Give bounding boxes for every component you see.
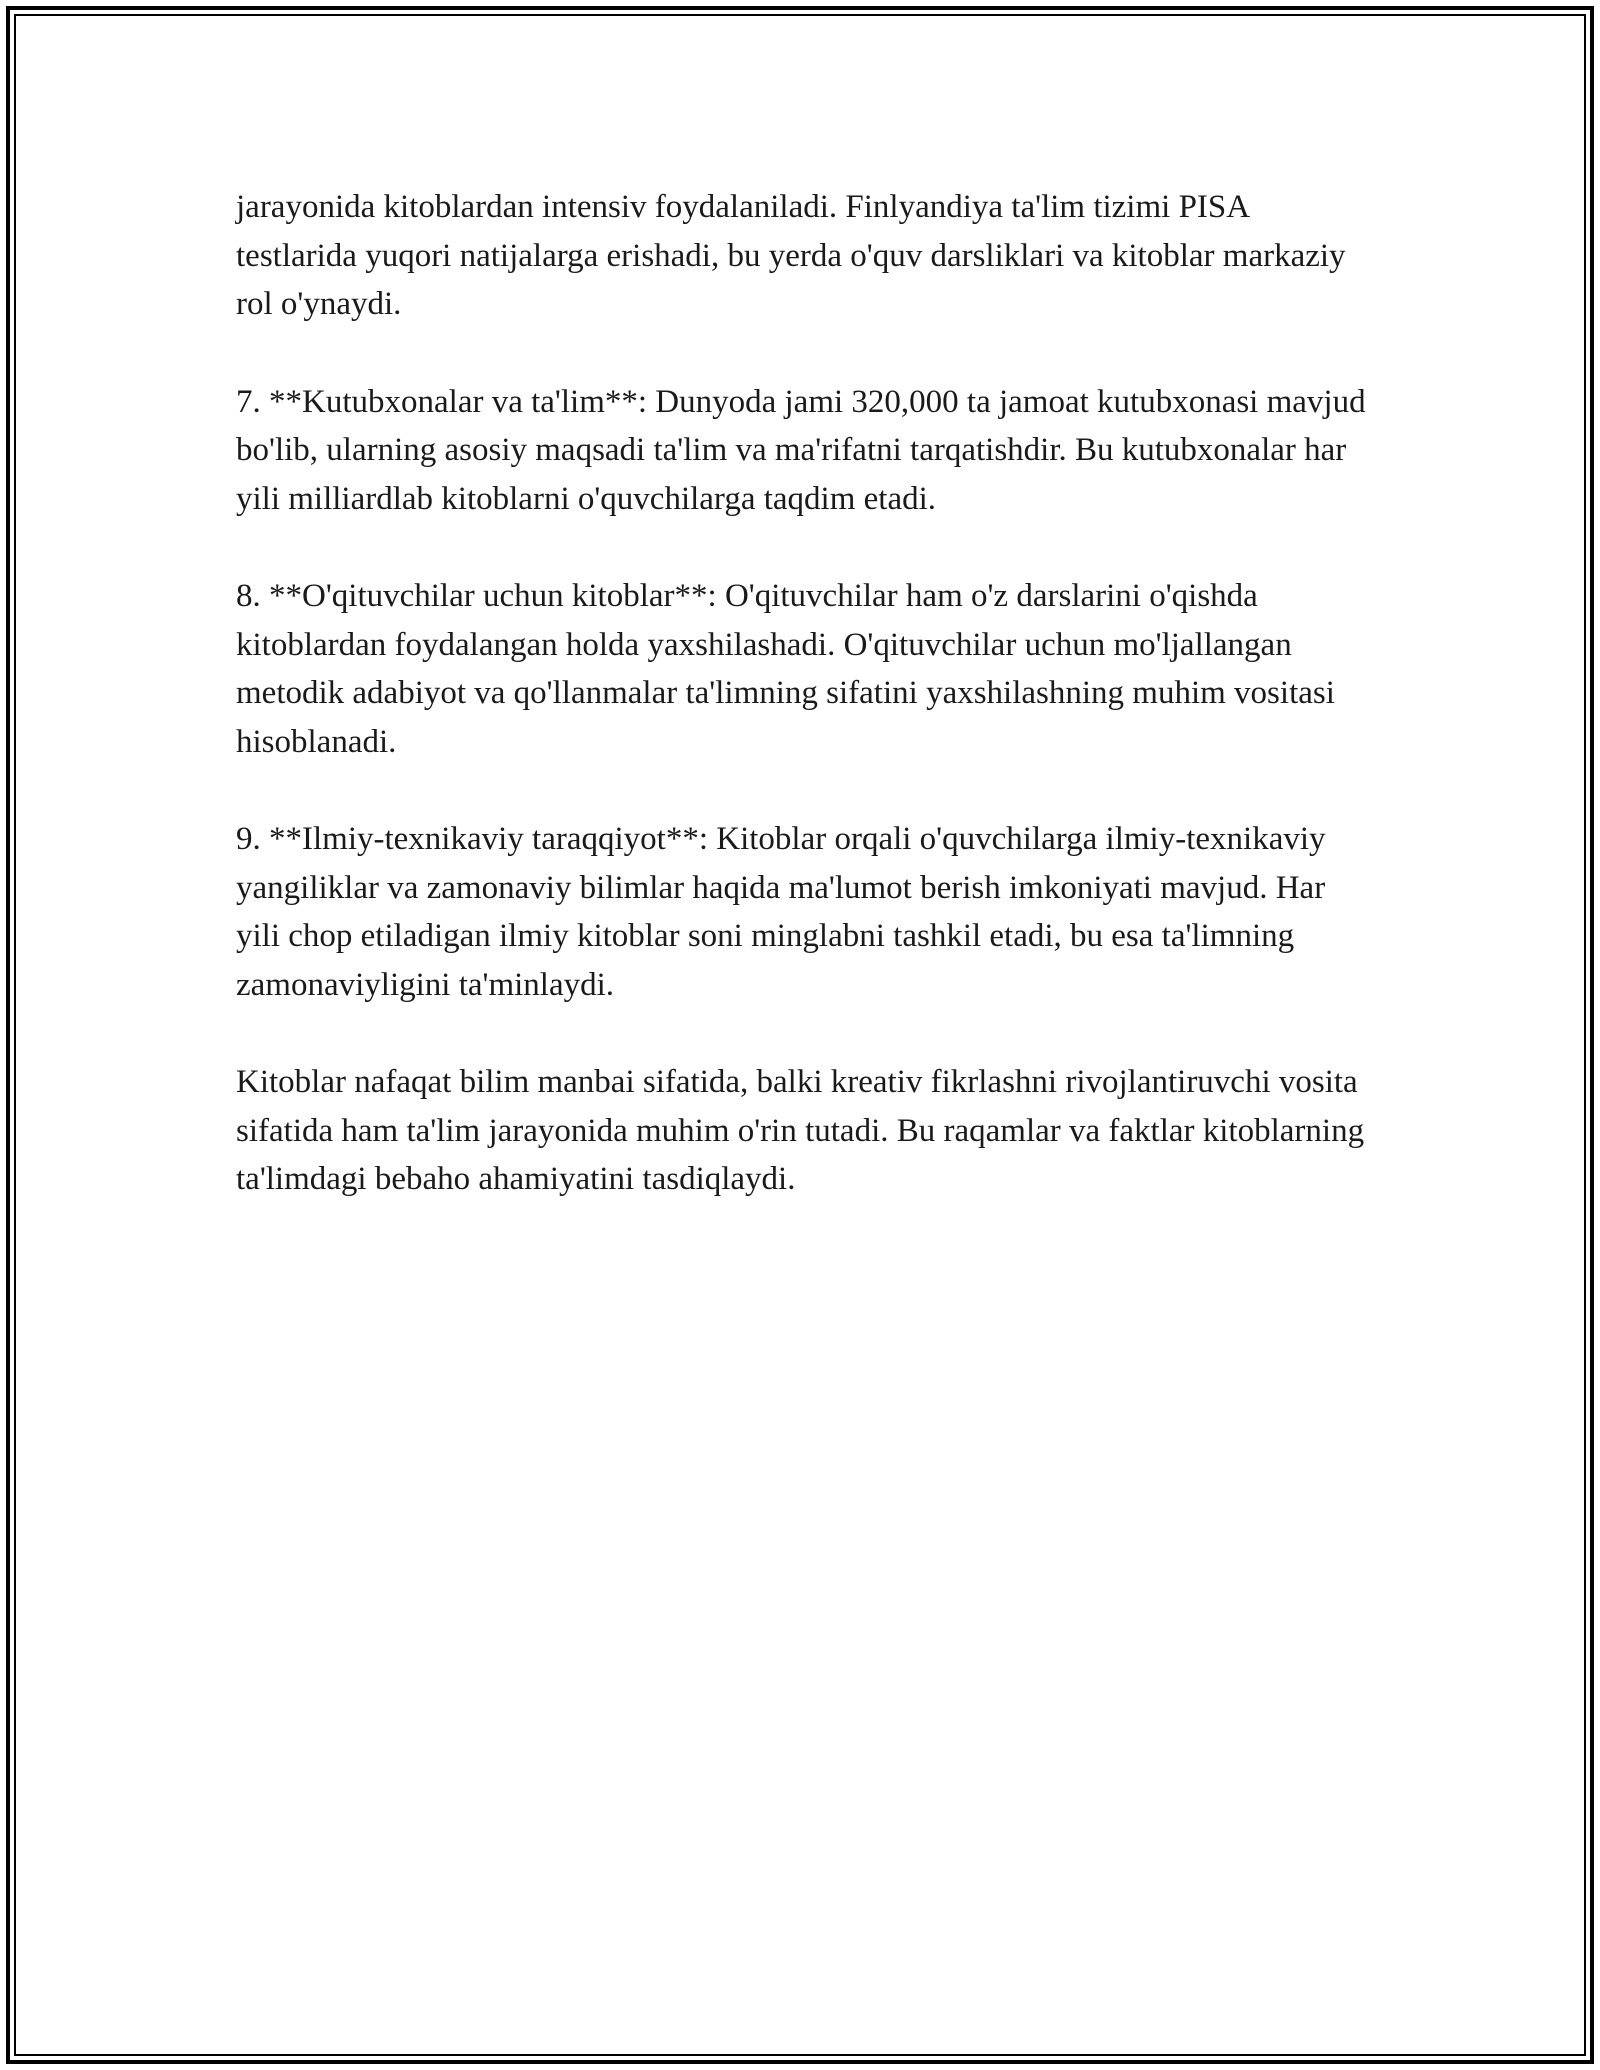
document-body	[236, 183, 1376, 1253]
paragraph-item-7-libraries: 7. **Kutubxonalar va ta'lim**: Dunyoda jami 320,000 ta jamoat kutubxonasi mavjud bo'lib, ularning asosiy maqsadi ta'lim va ma'rifatni tarqatishdir. Bu kutubxonalar har yili milliardlab kitoblarni o'quvchilarga taqdim etadi.	[236, 383, 1366, 517]
paragraph-conclusion: Kitoblar nafaqat bilim manbai sifatida, balki kreativ fikrlashni rivojlantiruvchi vosita sifatida ham ta'lim jarayonida muhim o'rin tutadi. Bu raqamlar va faktlar kitoblarning ta'limdagi bebaho ahamiyatini tasdiqlaydi.	[236, 1064, 1365, 1197]
paragraph-item-9-science: 9. **Ilmiy-texnikaviy taraqqiyot**: Kitoblar orqali o'quvchilarga ilmiy-texnikaviy yangiliklar va zamonaviy bilimlar haqida ma'lumot berish imkoniyati mavjud. Har yili chop etiladigan ilmiy kitoblar soni minglabni tashkil etadi, bu esa ta'limning zamonaviyligini ta'minlaydi.	[236, 821, 1326, 1003]
paragraph-continuation: jarayonida kitoblardan intensiv foydalaniladi. Finlyandiya ta'lim tizimi PISA testlarida yuqori natijalarga erishadi, bu yerda o'quv darsliklari va kitoblar markaziy rol o'ynaydi.	[236, 189, 1346, 322]
paragraph-item-8-teachers: 8. **O'qituvchilar uchun kitoblar**: O'qituvchilar ham o'z darslarini o'qishda kitoblardan foydalangan holda yaxshilashadi. O'qituvchilar uchun mo'ljallangan metodik adabiyot va qo'llanmalar ta'limning sifatini yaxshilashning muhim vositasi hisoblanadi.	[236, 578, 1335, 760]
